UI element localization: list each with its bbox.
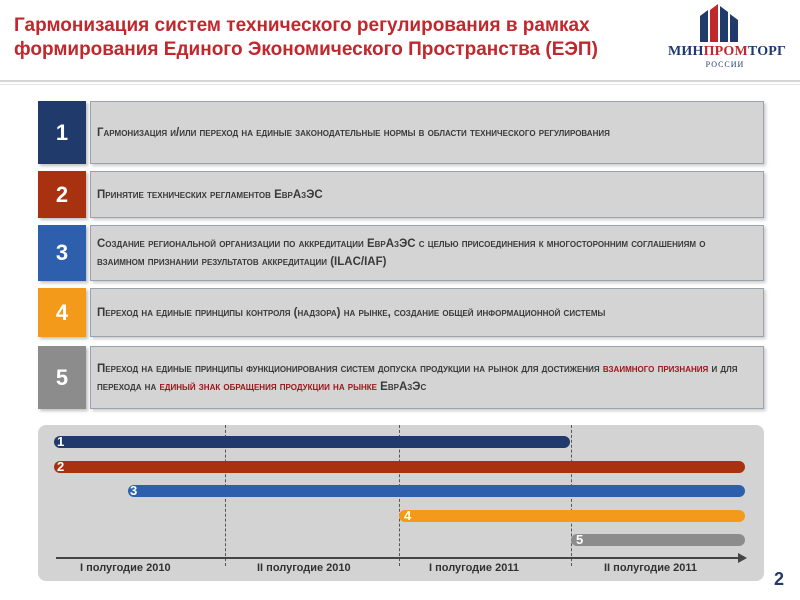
timeline-bar-4 bbox=[399, 510, 745, 522]
item-text: Переход на единые принципы функционирования систем допуска продукции на рынок для достижения взаимного признания и для перехода на единый знак обращения продукции на рынке ЕврАзЭс bbox=[90, 346, 764, 409]
header bbox=[0, 0, 800, 78]
item-text: Принятие технических регламентов ЕврАзЭС bbox=[90, 171, 764, 218]
logo-subtext: РОССИИ bbox=[705, 60, 745, 69]
timeline-bar-1 bbox=[54, 436, 570, 448]
item-row-5 bbox=[38, 346, 764, 409]
period-label: II полугодие 2010 bbox=[257, 562, 351, 574]
item-row-1 bbox=[38, 101, 764, 164]
item-number: 1 bbox=[38, 101, 86, 164]
period-label: I полугодие 2010 bbox=[80, 562, 171, 574]
logo-text: МИНПРОМТОРГ bbox=[668, 44, 787, 59]
item-row-2 bbox=[38, 171, 764, 218]
timeline-bar-3 bbox=[128, 485, 745, 497]
item-number: 4 bbox=[38, 288, 86, 337]
item-row-4 bbox=[38, 288, 764, 337]
item-text: Создание региональной организации по аккредитации ЕврАзЭС с целью присоединения к многосторонним соглашениям о взаимном признании результатов аккредитации (ILAC/IAF) bbox=[90, 225, 764, 281]
timeline-panel bbox=[38, 425, 764, 581]
period-label: II полугодие 2011 bbox=[604, 562, 698, 574]
item-number: 3 bbox=[38, 225, 86, 281]
page-title: Гармонизация систем технического регулирования в рамках формирования Единого Экономического Пространства (ЕЭП) bbox=[14, 15, 598, 60]
header-divider-thin bbox=[0, 84, 800, 85]
minpromtorg-logo bbox=[660, 4, 790, 74]
item-row-3 bbox=[38, 225, 764, 281]
header-divider bbox=[0, 80, 800, 82]
item-text: Переход на единые принципы контроля (надзора) на рынке, создание общей информационной системы bbox=[90, 288, 764, 337]
timeline-bar-5 bbox=[571, 534, 745, 546]
item-number: 2 bbox=[38, 171, 86, 218]
axis-arrow-icon bbox=[738, 553, 747, 563]
timeline-bar-label: 2 bbox=[57, 459, 65, 474]
timeline-axis bbox=[56, 557, 740, 559]
logo-emblem-icon bbox=[660, 4, 790, 44]
timeline-bar-label: 1 bbox=[57, 434, 65, 449]
item-text: Гармонизация и/или переход на единые законодательные нормы в области технического регулирования bbox=[90, 101, 764, 164]
timeline-bar-2 bbox=[54, 461, 745, 473]
timeline-bar-label: 3 bbox=[130, 483, 138, 498]
page-number: 2 bbox=[774, 569, 785, 589]
timeline-bar-label: 4 bbox=[404, 508, 412, 523]
timeline-bar-label: 5 bbox=[576, 532, 584, 547]
item-number: 5 bbox=[38, 346, 86, 409]
period-label: I полугодие 2011 bbox=[429, 562, 519, 574]
